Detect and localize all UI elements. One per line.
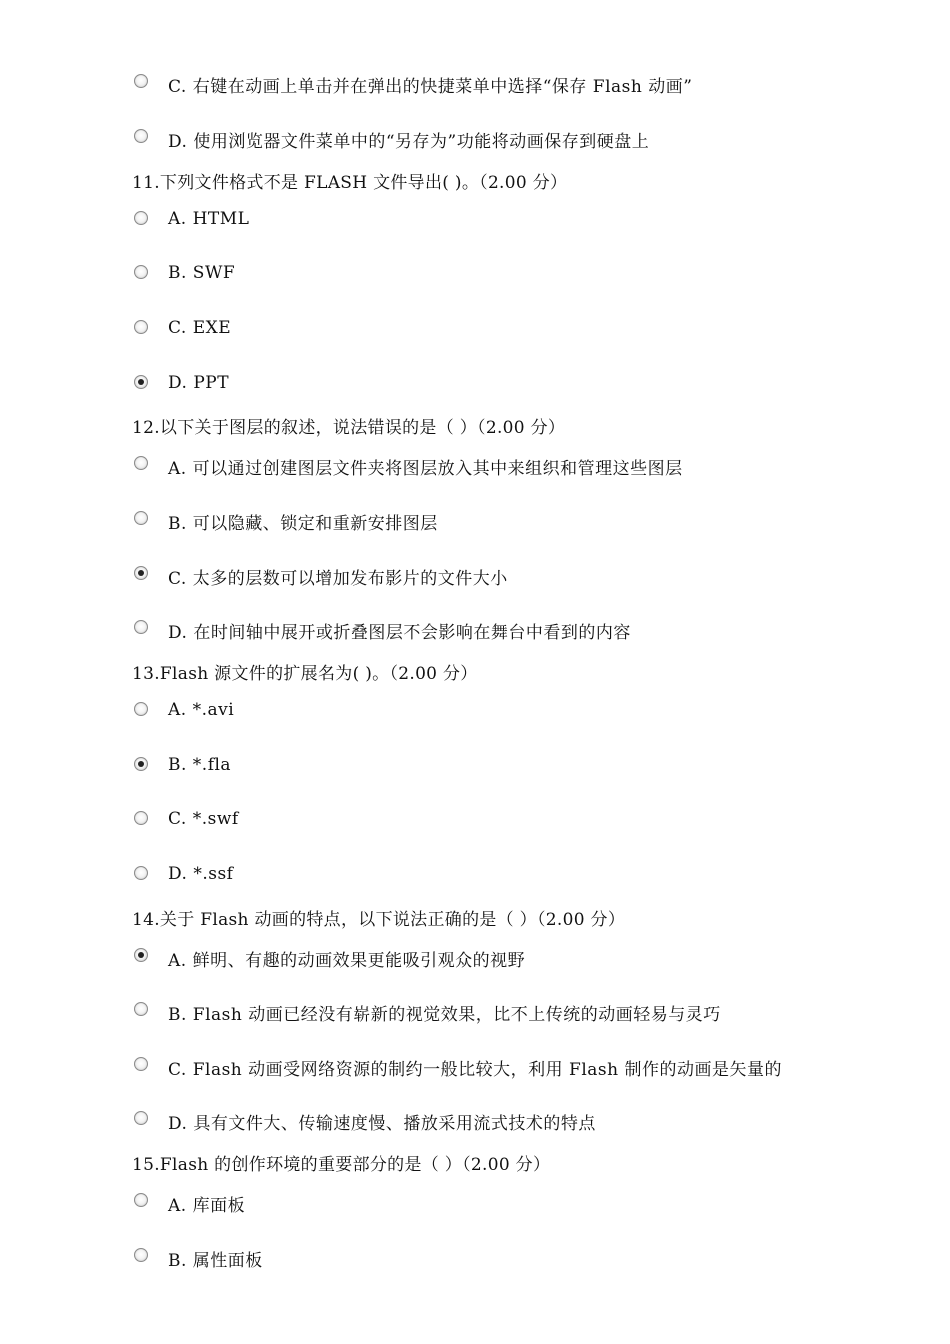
option-text: B. 属性面板 bbox=[168, 1251, 263, 1271]
option-text: D. 使用浏览器文件菜单中的“另存为”功能将动画保存到硬盘上 bbox=[168, 132, 650, 152]
radio-button-selected[interactable] bbox=[134, 566, 148, 580]
radio-button[interactable] bbox=[134, 511, 148, 525]
option-text: C. EXE bbox=[168, 318, 232, 338]
question-15-title: 15.Flash 的创作环境的重要部分的是（ ）（2.00 分） bbox=[132, 1155, 551, 1175]
option-text: A. HTML bbox=[168, 209, 250, 229]
radio-button[interactable] bbox=[134, 1248, 148, 1262]
radio-button[interactable] bbox=[134, 1193, 148, 1207]
option-text: D. PPT bbox=[168, 373, 230, 393]
option-text: D. *.ssf bbox=[168, 864, 234, 884]
radio-button[interactable] bbox=[134, 866, 148, 880]
option-text: C. Flash 动画受网络资源的制约一般比较大，利用 Flash 制作的动画是矢量的 bbox=[168, 1060, 783, 1080]
radio-button-selected[interactable] bbox=[134, 948, 148, 962]
question-14-title: 14.关于 Flash 动画的特点，以下说法正确的是（ ）（2.00 分） bbox=[132, 910, 626, 930]
radio-button[interactable] bbox=[134, 1002, 148, 1016]
option-text: B. SWF bbox=[168, 263, 236, 283]
radio-button[interactable] bbox=[134, 74, 148, 88]
radio-button[interactable] bbox=[134, 811, 148, 825]
question-13-title: 13.Flash 源文件的扩展名为( )。（2.00 分） bbox=[132, 664, 478, 684]
question-12-title: 12.以下关于图层的叙述，说法错误的是（ ）（2.00 分） bbox=[132, 418, 566, 438]
radio-button[interactable] bbox=[134, 211, 148, 225]
option-text: C. 太多的层数可以增加发布影片的文件大小 bbox=[168, 569, 508, 589]
radio-button[interactable] bbox=[134, 702, 148, 716]
radio-button[interactable] bbox=[134, 1111, 148, 1125]
radio-button[interactable] bbox=[134, 320, 148, 334]
option-text: B. Flash 动画已经没有崭新的视觉效果，比不上传统的动画轻易与灵巧 bbox=[168, 1005, 721, 1025]
option-text: A. *.avi bbox=[168, 700, 235, 720]
option-text: A. 可以通过创建图层文件夹将图层放入其中来组织和管理这些图层 bbox=[168, 459, 683, 479]
radio-button[interactable] bbox=[134, 456, 148, 470]
option-text: B. 可以隐藏、锁定和重新安排图层 bbox=[168, 514, 438, 534]
option-text: A. 库面板 bbox=[168, 1196, 246, 1216]
option-text: D. 具有文件大、传输速度慢、播放采用流式技术的特点 bbox=[168, 1114, 596, 1134]
option-text: A. 鲜明、有趣的动画效果更能吸引观众的视野 bbox=[168, 951, 526, 971]
radio-button-selected[interactable] bbox=[134, 375, 148, 389]
radio-button[interactable] bbox=[134, 620, 148, 634]
radio-button[interactable] bbox=[134, 265, 148, 279]
radio-button[interactable] bbox=[134, 1057, 148, 1071]
question-11-title: 11.下列文件格式不是 FLASH 文件导出( )。（2.00 分） bbox=[132, 173, 568, 193]
option-text: B. *.fla bbox=[168, 755, 232, 775]
option-text: D. 在时间轴中展开或折叠图层不会影响在舞台中看到的内容 bbox=[168, 623, 631, 643]
option-text: C. *.swf bbox=[168, 809, 239, 829]
radio-button[interactable] bbox=[134, 129, 148, 143]
option-text: C. 右键在动画上单击并在弹出的快捷菜单中选择“保存 Flash 动画” bbox=[168, 77, 693, 97]
radio-button-selected[interactable] bbox=[134, 757, 148, 771]
